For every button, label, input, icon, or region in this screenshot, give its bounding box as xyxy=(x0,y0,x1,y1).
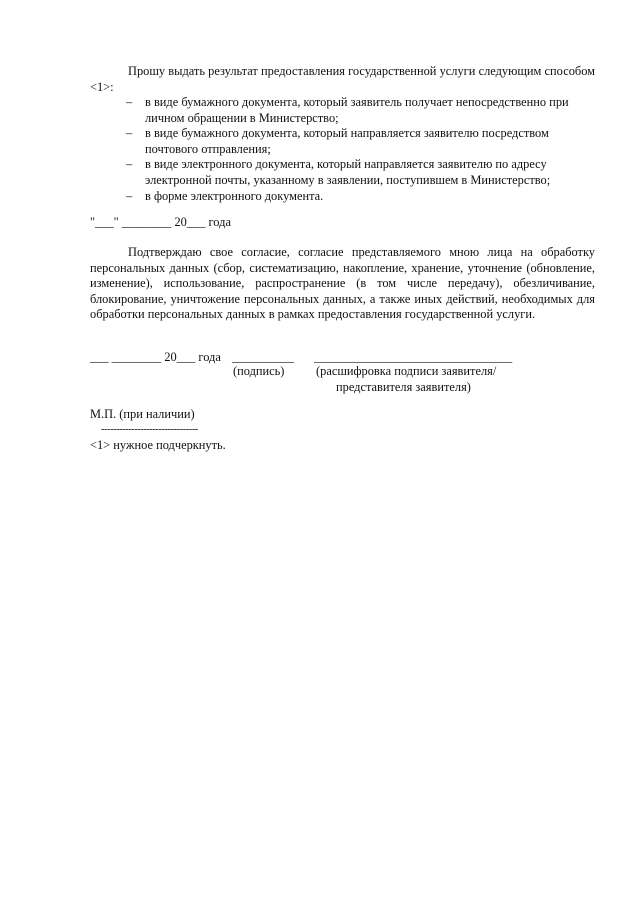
list-dash: – xyxy=(126,188,133,203)
delivery-option-text: в виде электронного документа, который направляется заявителю по адресу электронной почты, указанному в заявлении, поступившем в Министерство; xyxy=(145,157,551,187)
signature-date-field: ___ ________ 20___ года xyxy=(90,350,221,364)
delivery-option xyxy=(90,126,595,157)
signature-decode-blank: ________________________________ xyxy=(314,350,513,364)
delivery-option xyxy=(90,157,595,188)
date-line: "___" ________ 20___ года xyxy=(90,215,231,229)
footnote-separator: -------------------------------- xyxy=(101,424,198,435)
delivery-option-text: в форме электронного документа. xyxy=(145,188,324,203)
decode-caption-line2: представителя заявителя) xyxy=(336,380,471,394)
request-intro: Прошу выдать результат предоставления государственной услуги следующим способом <1>: xyxy=(90,64,595,94)
delivery-option-text: в виде бумажного документа, который направляется заявителю посредством почтового отправления; xyxy=(145,126,549,156)
stamp-label: М.П. (при наличии) xyxy=(90,407,195,421)
delivery-option xyxy=(90,189,595,205)
signature-caption: (подпись) xyxy=(233,364,285,378)
list-dash: – xyxy=(126,95,133,109)
delivery-option xyxy=(90,95,595,126)
decode-caption-line1: (расшифровка подписи заявителя/ xyxy=(316,364,497,378)
signature-blank: __________ xyxy=(232,350,294,364)
consent-paragraph: Подтверждаю свое согласие, согласие представляемого мною лица на обработку персональных данных (сбор, систематизацию, накопление, хранение, уточнение (обновление, изменение), использование, распространение (в том числе передачу), обезличивание, блокирование, уничтожение персональных данных, а также иных действий, необходимых для обработки персональных данных в рамках предоставления государственной услуги. xyxy=(90,245,595,322)
delivery-option-text: в виде бумажного документа, который заявитель получает непосредственно при личном обращении в Министерство; xyxy=(145,95,569,125)
list-dash: – xyxy=(126,157,133,172)
list-dash: – xyxy=(126,126,133,141)
footnote-text: <1> нужное подчеркнуть. xyxy=(90,438,226,452)
delivery-options-list xyxy=(90,95,595,204)
